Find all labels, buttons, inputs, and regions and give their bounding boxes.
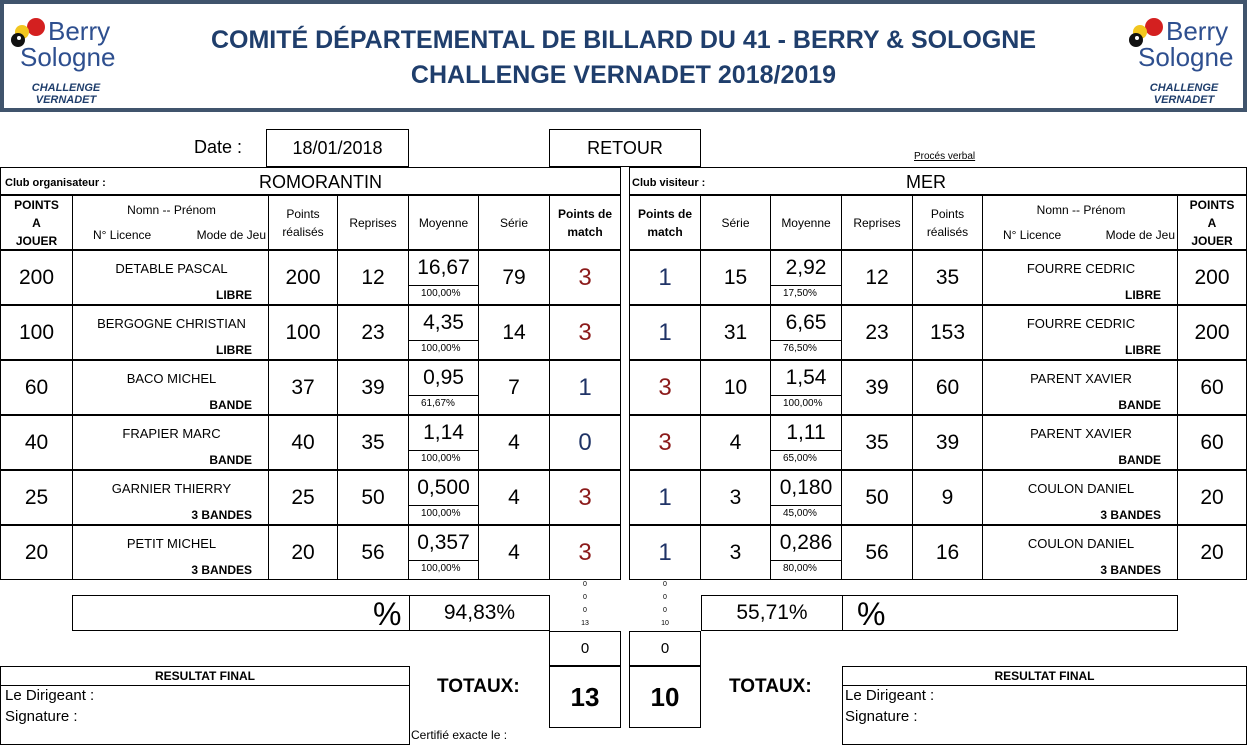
reprises: 12 [337,250,409,305]
player-name: FRAPIER MARC [122,425,221,441]
reprises: 50 [841,470,913,525]
club-visiteur-row [629,167,1247,195]
average-cell [770,525,842,580]
points-a-jouer: 60 [1177,360,1247,415]
average-pct: 65,00% [783,453,817,464]
serie: 14 [478,305,550,360]
mode-label: Mode de Jeu [196,228,266,242]
average-pct: 100,00% [783,398,823,409]
header-points-a-jouer-line: JOUER [15,233,58,248]
points-a-jouer: 60 [1177,415,1247,470]
points-a-jouer: 20 [0,525,73,580]
header-title-line2: CHALLENGE VERNADET 2018/2019 [410,61,837,89]
play-mode: BANDE [1118,398,1161,412]
points-a-jouer: 25 [0,470,73,525]
header-points-a-jouer-line: JOUER [1191,233,1233,248]
reprises: 50 [337,470,409,525]
points-realises: 16 [912,525,983,580]
header-points-realises [912,195,983,250]
average-cell [770,415,842,470]
header-points-de-match-line: Points de [637,206,692,221]
player-cell [72,470,269,525]
mini-value: 0 [663,607,667,614]
serie: 4 [700,415,771,470]
player-cell [982,305,1178,360]
header-nom-prenom [982,195,1178,250]
match-points: 3 [549,250,621,305]
reprises: 35 [841,415,913,470]
play-mode: BANDE [1118,453,1161,467]
header-points-de-match-line: match [567,224,603,239]
points-realises: 40 [268,415,338,470]
visitor-total: 10 [629,666,701,728]
average-pct: 17,50% [783,288,817,299]
player-name: PARENT XAVIER [1030,370,1132,386]
reprises: 23 [841,305,913,360]
mini-value: 10 [661,620,669,627]
average-cell [408,415,479,470]
header-points-de-match-line: Points de [557,206,612,221]
points-a-jouer: 40 [0,415,73,470]
reprises: 39 [841,360,913,415]
nom-prenom-label: Nomn -- Prénom [1036,203,1126,217]
header-moy: Moyenne [408,195,479,250]
player-name: COULON DANIEL [1027,535,1135,551]
player-cell [72,360,269,415]
average-value: 1,54 [771,361,841,396]
match-points: 3 [549,525,621,580]
home-zero-cell: 0 [549,631,621,666]
mini-value: 0 [663,581,667,588]
berry-sologne-logo-right [1128,14,1243,114]
signature-label: Signature : [5,708,78,725]
average-cell [770,250,842,305]
points-a-jouer: 100 [0,305,73,360]
signature-label: Signature : [845,708,918,725]
average-cell [770,360,842,415]
points-realises: 100 [268,305,338,360]
match-points: 3 [549,305,621,360]
home-percent-sign: % [373,596,402,632]
visitor-mini-values [629,578,701,632]
club-vis-label: Club visiteur : [632,177,706,189]
average-pct: 100,00% [421,343,461,354]
play-mode: 3 BANDES [1100,563,1161,577]
home-mini-values [549,578,621,632]
player-name: DETABLE PASCAL [115,260,228,276]
visitor-average-pct: 55,71% [701,595,843,631]
logo-caption-line2: VERNADET [1153,94,1215,106]
serie: 10 [700,360,771,415]
player-cell [982,525,1178,580]
home-resultat-final [0,666,410,745]
player-name: BACO MICHEL [126,370,217,386]
serie: 3 [700,525,771,580]
points-realises: 25 [268,470,338,525]
match-points: 1 [629,305,701,360]
match-points: 3 [629,415,701,470]
average-value: 0,286 [771,526,841,561]
serie: 4 [478,415,550,470]
header-points-de-match-line: match [647,224,683,239]
logo-caption-line1: CHALLENGE [31,82,101,94]
play-mode: 3 BANDES [1100,508,1161,522]
club-organisateur-row [0,167,621,195]
average-pct: 100,00% [421,508,461,519]
player-name: PARENT XAVIER [1030,425,1132,441]
play-mode: LIBRE [216,288,252,302]
licence-label: N° Licence [1003,228,1062,242]
player-name: PETIT MICHEL [126,535,217,551]
play-mode: 3 BANDES [191,563,252,577]
match-points: 0 [549,415,621,470]
header-points-a-jouer [1177,195,1247,250]
logo-word-berry: Berry [1166,16,1229,46]
average-pct: 100,00% [421,563,461,574]
points-realises: 35 [912,250,983,305]
player-cell [982,470,1178,525]
home-totaux-label: TOTAUX: [437,676,520,697]
header-moy: Moyenne [770,195,842,250]
mini-value: 0 [583,581,587,588]
points-realises: 9 [912,470,983,525]
points-realises: 39 [912,415,983,470]
average-value: 1,11 [771,416,841,451]
match-points: 1 [629,525,701,580]
home-total: 13 [549,666,621,728]
header-points-a-jouer-line: POINTS [1189,197,1235,212]
resultat-final-label: RESULTAT FINAL [843,667,1246,686]
reprises: 56 [337,525,409,580]
points-a-jouer: 60 [0,360,73,415]
club-vis-value: MER [906,172,946,192]
player-name: FOURRE CEDRIC [1026,315,1136,331]
serie: 4 [478,470,550,525]
average-pct: 80,00% [783,563,817,574]
player-name: GARNIER THIERRY [111,480,232,496]
average-value: 2,92 [771,251,841,286]
average-value: 0,95 [409,361,478,396]
average-cell [408,305,479,360]
certifie-label: Certifié exacte le : [411,728,508,742]
match-points: 3 [629,360,701,415]
match-points: 1 [629,250,701,305]
visitor-resultat-final [842,666,1247,745]
header-points-de-match [629,195,701,250]
average-cell [408,525,479,580]
dirigeant-label: Le Dirigeant : [5,687,95,704]
header-points-a-jouer-line: A [1207,215,1217,230]
header-points-realises-line: réalisés [282,224,324,239]
average-value: 4,35 [409,306,478,341]
average-value: 0,180 [771,471,841,506]
player-name: BERGOGNE CHRISTIAN [97,315,246,331]
average-value: 6,65 [771,306,841,341]
player-cell [982,360,1178,415]
player-cell [982,415,1178,470]
points-a-jouer: 20 [1177,525,1247,580]
points-realises: 37 [268,360,338,415]
play-mode: LIBRE [216,343,252,357]
header-banner [0,0,1247,112]
player-cell [72,415,269,470]
reprises: 23 [337,305,409,360]
average-value: 1,14 [409,416,478,451]
header-points-a-jouer-line: POINTS [14,197,59,212]
reprises: 39 [337,360,409,415]
mini-value: 0 [583,594,587,601]
header-points-de-match [549,195,621,250]
match-points: 1 [549,360,621,415]
logo-caption [1128,82,1240,106]
average-pct: 61,67% [421,398,455,409]
header-points-realises-line: réalisés [926,224,969,239]
play-mode: BANDE [209,398,252,412]
points-realises: 200 [268,250,338,305]
player-cell [72,525,269,580]
average-value: 16,67 [409,251,478,286]
header-points-a-jouer-line: A [32,215,41,230]
reprises: 35 [337,415,409,470]
leg-field[interactable]: RETOUR [549,129,701,167]
player-name: COULON DANIEL [1027,480,1135,496]
play-mode: LIBRE [1125,343,1161,357]
mini-value: 0 [583,607,587,614]
average-value: 0,500 [409,471,478,506]
player-cell [72,305,269,360]
visitor-percent-sign: % [857,596,886,632]
average-pct: 76,50% [783,343,817,354]
points-a-jouer: 200 [1177,305,1247,360]
date-label: Date : [194,137,243,157]
visitor-summary-box [842,595,1178,631]
visitor-zero-cell: 0 [629,631,701,666]
header-serie: Série [700,195,771,250]
average-pct: 100,00% [421,453,461,464]
points-realises: 60 [912,360,983,415]
header-title-line1: COMITÉ DÉPARTEMENTAL DE BILLARD DU 41 - BERRY & SOLOGNE [210,26,1037,54]
match-points: 3 [549,470,621,525]
club-org-value: ROMORANTIN [259,172,382,192]
proces-verbal-link[interactable]: Procés verbal [914,151,976,162]
resultat-final-label: RESULTAT FINAL [1,667,409,686]
player-cell [72,250,269,305]
club-org-label: Club organisateur : [5,177,106,189]
licence-label: N° Licence [93,228,152,242]
serie: 3 [700,470,771,525]
home-average-pct: 94,83% [409,595,550,631]
mini-value: 13 [581,620,589,627]
points-realises: 20 [268,525,338,580]
header-points-realises [268,195,338,250]
player-cell [982,250,1178,305]
mini-value: 0 [663,594,667,601]
points-realises: 153 [912,305,983,360]
logo-word-sologne: Sologne [1138,42,1234,72]
serie: 79 [478,250,550,305]
date-field[interactable]: 18/01/2018 [266,129,409,167]
player-name: FOURRE CEDRIC [1026,260,1136,276]
logo-word-sologne: Sologne [20,42,116,72]
nom-prenom-label: Nomn -- Prénom [127,203,216,217]
header-rep: Reprises [841,195,913,250]
average-cell [408,360,479,415]
logo-caption-line2: VERNADET [35,94,97,106]
header-points-realises-line: Points [930,206,965,221]
visitor-totaux-label: TOTAUX: [729,676,812,697]
average-cell [408,250,479,305]
header-points-realises-line: Points [286,206,320,221]
points-a-jouer: 20 [1177,470,1247,525]
dirigeant-label: Le Dirigeant : [845,687,935,704]
header-rep: Reprises [337,195,409,250]
reprises: 12 [841,250,913,305]
average-cell [770,305,842,360]
header-serie: Série [478,195,550,250]
serie: 31 [700,305,771,360]
header-points-a-jouer [0,195,73,250]
reprises: 56 [841,525,913,580]
average-value: 0,357 [409,526,478,561]
mode-label: Mode de Jeu [1105,228,1175,242]
play-mode: BANDE [209,453,252,467]
average-pct: 100,00% [421,288,461,299]
match-points: 1 [629,470,701,525]
serie: 4 [478,525,550,580]
berry-sologne-logo-left [10,14,125,114]
serie: 15 [700,250,771,305]
header-nom-prenom [72,195,269,250]
logo-caption-line1: CHALLENGE [1149,82,1219,94]
serie: 7 [478,360,550,415]
points-a-jouer: 200 [0,250,73,305]
average-cell [770,470,842,525]
points-a-jouer: 200 [1177,250,1247,305]
play-mode: LIBRE [1125,288,1161,302]
logo-word-berry: Berry [48,16,111,46]
average-pct: 45,00% [783,508,817,519]
logo-caption [10,82,122,106]
average-cell [408,470,479,525]
play-mode: 3 BANDES [191,508,252,522]
